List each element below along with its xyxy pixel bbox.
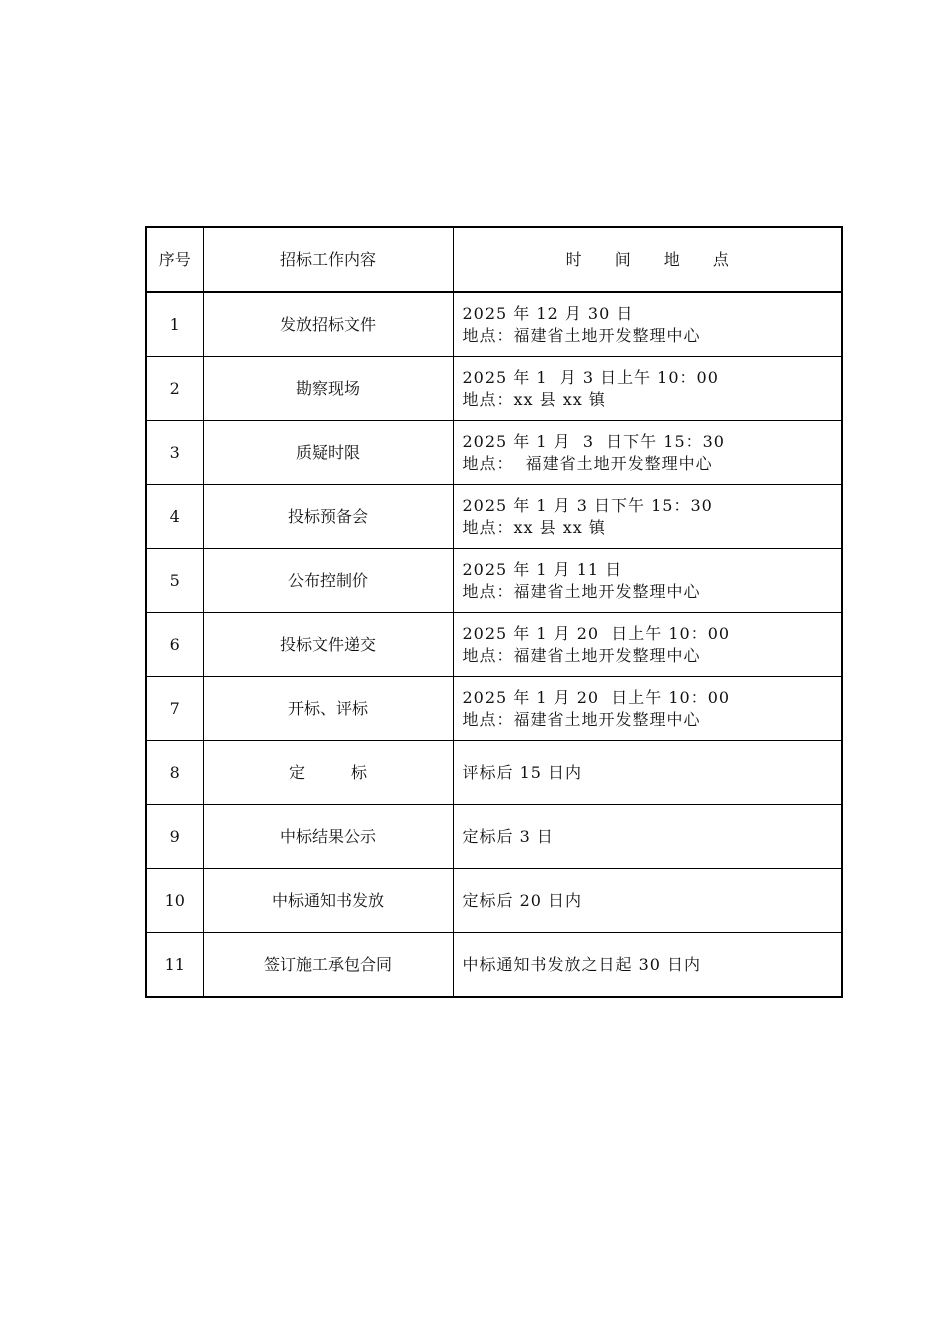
row-work-content: 质疑时限 [203, 421, 453, 485]
row-place: 地点：xx 县 xx 镇 [462, 389, 606, 409]
row-work-content: 定标 [203, 741, 453, 805]
row-time-place [453, 421, 842, 485]
bidding-schedule-table [145, 226, 843, 998]
row-place: 地点：xx 县 xx 镇 [462, 517, 606, 537]
row-work-content: 勘察现场 [203, 357, 453, 421]
row-time-place [453, 485, 842, 549]
row-time: 2025 年 12 月 30 日 [462, 303, 634, 323]
table-row [146, 805, 842, 869]
row-work-content: 发放招标文件 [203, 292, 453, 357]
table-row [146, 485, 842, 549]
row-time: 2025 年 1 月 3 日下午 15：30 [462, 495, 713, 515]
row-time-place [453, 677, 842, 741]
row-work-content: 中标结果公示 [203, 805, 453, 869]
row-time: 2025 年 1 月 3 日上午 10：00 [462, 367, 719, 387]
row-number: 9 [146, 805, 203, 869]
row-place: 地点：福建省土地开发整理中心 [462, 581, 701, 601]
row-number: 11 [146, 933, 203, 998]
row-time: 2025 年 1 月 3 日下午 15：30 [462, 431, 725, 451]
table-row [146, 357, 842, 421]
row-number: 4 [146, 485, 203, 549]
header-time-place: 时 间 地 点 [453, 227, 842, 292]
row-time: 定标后 20 日内 [462, 890, 583, 910]
row-place: 地点：福建省土地开发整理中心 [462, 325, 701, 345]
row-number: 8 [146, 741, 203, 805]
row-work-content: 投标预备会 [203, 485, 453, 549]
table-row [146, 292, 842, 357]
row-place: 地点：福建省土地开发整理中心 [462, 709, 701, 729]
row-time: 中标通知书发放之日起 30 日内 [462, 954, 702, 974]
row-time-place [453, 613, 842, 677]
row-work-content: 开标、评标 [203, 677, 453, 741]
row-number: 2 [146, 357, 203, 421]
table-row [146, 933, 842, 998]
row-work-content: 中标通知书发放 [203, 869, 453, 933]
header-work-content: 招标工作内容 [203, 227, 453, 292]
table-row [146, 869, 842, 933]
row-number: 10 [146, 869, 203, 933]
row-number: 6 [146, 613, 203, 677]
row-time: 2025 年 1 月 20 日上午 10：00 [462, 623, 731, 643]
row-work-content: 公布控制价 [203, 549, 453, 613]
table-row [146, 421, 842, 485]
row-place: 地点： 福建省土地开发整理中心 [462, 453, 713, 473]
row-number: 5 [146, 549, 203, 613]
table-row [146, 613, 842, 677]
row-place: 地点：福建省土地开发整理中心 [462, 645, 701, 665]
row-time-place [453, 869, 842, 933]
row-number: 1 [146, 292, 203, 357]
table-header-row [146, 227, 842, 292]
table-row [146, 741, 842, 805]
row-time-place [453, 805, 842, 869]
table-row [146, 549, 842, 613]
row-work-content: 签订施工承包合同 [203, 933, 453, 998]
row-time-place [453, 741, 842, 805]
row-time-place [453, 549, 842, 613]
row-number: 3 [146, 421, 203, 485]
row-time: 评标后 15 日内 [462, 762, 583, 782]
row-time-place [453, 933, 842, 998]
row-number: 7 [146, 677, 203, 741]
row-work-content: 投标文件递交 [203, 613, 453, 677]
row-time: 2025 年 1 月 20 日上午 10：00 [462, 687, 731, 707]
row-time-place [453, 292, 842, 357]
row-time: 2025 年 1 月 11 日 [462, 559, 623, 579]
header-serial-number: 序号 [146, 227, 203, 292]
row-time: 定标后 3 日 [462, 826, 554, 846]
row-time-place [453, 357, 842, 421]
table-row [146, 677, 842, 741]
